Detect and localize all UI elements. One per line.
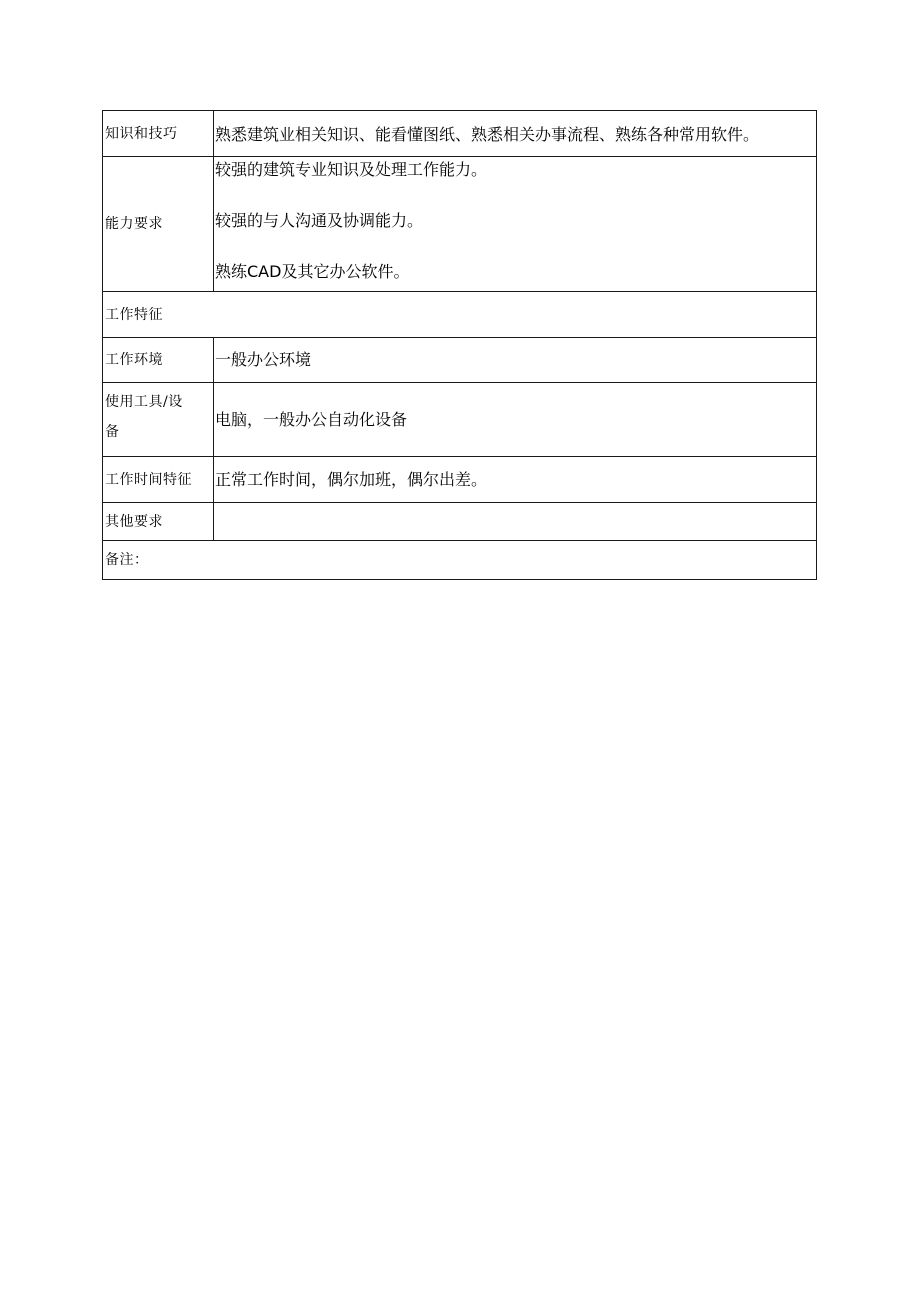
knowledge-text: 熟悉建筑业相关知识、能看懂图纸、熟悉相关办事流程、熟练各种常用软件。	[215, 124, 760, 144]
table-row-work-features	[103, 292, 817, 338]
table-row-knowledge	[103, 111, 817, 157]
knowledge-label: 知识和技巧	[103, 111, 214, 157]
table-row-other	[103, 503, 817, 541]
tools-label	[103, 383, 214, 457]
work-time-value: 正常工作时间，偶尔加班，偶尔出差。	[214, 457, 817, 503]
knowledge-value	[214, 111, 817, 157]
work-features-heading: 工作特征	[103, 292, 817, 338]
ability-line-2: 较强的与人沟通及协调能力。	[215, 211, 424, 230]
job-requirements-table	[102, 110, 817, 580]
tools-value: 电脑，一般办公自动化设备	[214, 383, 817, 457]
ability-value	[214, 157, 817, 292]
tools-label-line-2: 备	[105, 424, 120, 440]
work-environment-label: 工作环境	[103, 338, 214, 383]
ability-line-3: 熟练CAD及其它办公软件。	[215, 262, 410, 281]
ability-line-1: 较强的建筑专业知识及处理工作能力。	[215, 160, 488, 179]
table-row-work-environment	[103, 338, 817, 383]
other-label: 其他要求	[103, 503, 214, 541]
table-row-work-time	[103, 457, 817, 503]
tools-label-text	[105, 383, 213, 447]
work-time-label: 工作时间特征	[103, 457, 214, 503]
table-row-tools	[103, 383, 817, 457]
ability-lines	[215, 157, 816, 283]
other-value	[214, 503, 817, 541]
table-row-notes	[103, 541, 817, 580]
notes-label: 备注：	[103, 541, 817, 580]
tools-label-line-1: 使用工具/设	[105, 394, 183, 410]
ability-label: 能力要求	[103, 157, 214, 292]
table-row-ability	[103, 157, 817, 292]
work-environment-value: 一般办公环境	[214, 338, 817, 383]
